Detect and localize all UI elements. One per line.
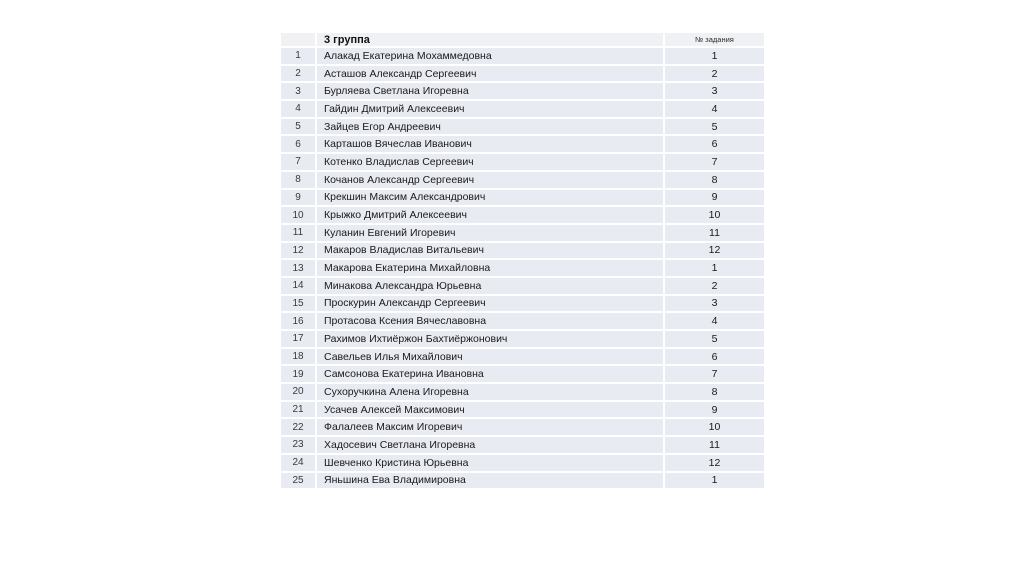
row-number-cell: 4 <box>281 101 315 117</box>
student-name-cell: Асташов Александр Сергеевич <box>317 66 663 82</box>
student-row <box>281 83 764 99</box>
student-row <box>281 349 764 365</box>
row-number-cell: 10 <box>281 207 315 223</box>
student-row <box>281 225 764 241</box>
task-number-cell: 9 <box>665 402 764 418</box>
row-number-cell: 2 <box>281 66 315 82</box>
student-row <box>281 154 764 170</box>
row-number-cell: 6 <box>281 136 315 152</box>
student-name-cell: Протасова Ксения Вячеславовна <box>317 313 663 329</box>
row-number-cell: 7 <box>281 154 315 170</box>
row-number-cell: 24 <box>281 455 315 471</box>
row-number-cell: 14 <box>281 278 315 294</box>
student-row <box>281 419 764 435</box>
row-number-cell: 8 <box>281 172 315 188</box>
student-name-cell: Котенко Владислав Сергеевич <box>317 154 663 170</box>
student-name-cell: Шевченко Кристина Юрьевна <box>317 455 663 471</box>
task-number-header-cell: № задания <box>665 33 764 46</box>
student-row <box>281 207 764 223</box>
task-number-cell: 6 <box>665 349 764 365</box>
task-number-cell: 10 <box>665 419 764 435</box>
row-number-cell: 22 <box>281 419 315 435</box>
student-row <box>281 455 764 471</box>
table-header-row <box>281 33 764 46</box>
group-roster-table <box>279 31 766 490</box>
task-number-cell: 1 <box>665 260 764 276</box>
student-name-cell: Алакад Екатерина Мохаммедовна <box>317 48 663 64</box>
task-number-cell: 2 <box>665 66 764 82</box>
student-row <box>281 278 764 294</box>
student-row <box>281 119 764 135</box>
student-name-cell: Гайдин Дмитрий Алексеевич <box>317 101 663 117</box>
student-name-cell: Хадосевич Светлана Игоревна <box>317 437 663 453</box>
task-number-cell: 10 <box>665 207 764 223</box>
row-number-cell: 13 <box>281 260 315 276</box>
student-name-cell: Макарова Екатерина Михайловна <box>317 260 663 276</box>
student-name-cell: Рахимов Ихтиёржон Бахтиёржонович <box>317 331 663 347</box>
task-number-cell: 4 <box>665 101 764 117</box>
row-number-cell: 23 <box>281 437 315 453</box>
student-row <box>281 48 764 64</box>
student-name-cell: Зайцев Егор Андреевич <box>317 119 663 135</box>
task-number-cell: 5 <box>665 119 764 135</box>
task-number-cell: 7 <box>665 154 764 170</box>
row-number-cell: 18 <box>281 349 315 365</box>
row-number-cell: 12 <box>281 243 315 259</box>
task-number-cell: 4 <box>665 313 764 329</box>
row-number-cell: 17 <box>281 331 315 347</box>
student-name-cell: Фалалеев Максим Игоревич <box>317 419 663 435</box>
student-name-cell: Макаров Владислав Витальевич <box>317 243 663 259</box>
student-row <box>281 190 764 206</box>
task-number-cell: 5 <box>665 331 764 347</box>
student-row <box>281 384 764 400</box>
student-name-cell: Проскурин Александр Сергеевич <box>317 296 663 312</box>
task-number-cell: 8 <box>665 384 764 400</box>
row-number-cell: 20 <box>281 384 315 400</box>
student-name-cell: Самсонова Екатерина Ивановна <box>317 366 663 382</box>
row-number-cell: 11 <box>281 225 315 241</box>
row-number-cell: 16 <box>281 313 315 329</box>
student-row <box>281 313 764 329</box>
row-number-cell: 21 <box>281 402 315 418</box>
task-number-cell: 12 <box>665 243 764 259</box>
student-row <box>281 437 764 453</box>
corner-cell <box>281 33 315 46</box>
row-number-cell: 19 <box>281 366 315 382</box>
student-row <box>281 136 764 152</box>
student-name-cell: Крыжко Дмитрий Алексеевич <box>317 207 663 223</box>
student-name-cell: Усачев Алексей Максимович <box>317 402 663 418</box>
row-number-cell: 1 <box>281 48 315 64</box>
task-number-cell: 3 <box>665 83 764 99</box>
student-name-cell: Савельев Илья Михайлович <box>317 349 663 365</box>
student-row <box>281 331 764 347</box>
student-name-cell: Яньшина Ева Владимировна <box>317 473 663 489</box>
task-number-cell: 6 <box>665 136 764 152</box>
student-row <box>281 172 764 188</box>
task-number-cell: 12 <box>665 455 764 471</box>
student-row <box>281 296 764 312</box>
task-number-cell: 1 <box>665 48 764 64</box>
row-number-cell: 15 <box>281 296 315 312</box>
row-number-cell: 9 <box>281 190 315 206</box>
student-name-cell: Сухоручкина Алена Игоревна <box>317 384 663 400</box>
student-row <box>281 402 764 418</box>
student-name-cell: Бурляева Светлана Игоревна <box>317 83 663 99</box>
student-name-cell: Куланин Евгений Игоревич <box>317 225 663 241</box>
student-row <box>281 366 764 382</box>
task-number-cell: 3 <box>665 296 764 312</box>
row-number-cell: 25 <box>281 473 315 489</box>
student-name-cell: Кочанов Александр Сергеевич <box>317 172 663 188</box>
student-name-cell: Карташов Вячеслав Иванович <box>317 136 663 152</box>
row-number-cell: 3 <box>281 83 315 99</box>
student-row <box>281 243 764 259</box>
student-name-cell: Минакова Александра Юрьевна <box>317 278 663 294</box>
student-name-cell: Крекшин Максим Александрович <box>317 190 663 206</box>
task-number-cell: 7 <box>665 366 764 382</box>
group-title-cell: 3 группа <box>317 33 663 46</box>
task-number-cell: 8 <box>665 172 764 188</box>
task-number-cell: 1 <box>665 473 764 489</box>
row-number-cell: 5 <box>281 119 315 135</box>
task-number-cell: 9 <box>665 190 764 206</box>
student-row <box>281 473 764 489</box>
task-number-cell: 11 <box>665 437 764 453</box>
task-number-cell: 2 <box>665 278 764 294</box>
task-number-cell: 11 <box>665 225 764 241</box>
student-row <box>281 101 764 117</box>
student-row <box>281 260 764 276</box>
student-row <box>281 66 764 82</box>
